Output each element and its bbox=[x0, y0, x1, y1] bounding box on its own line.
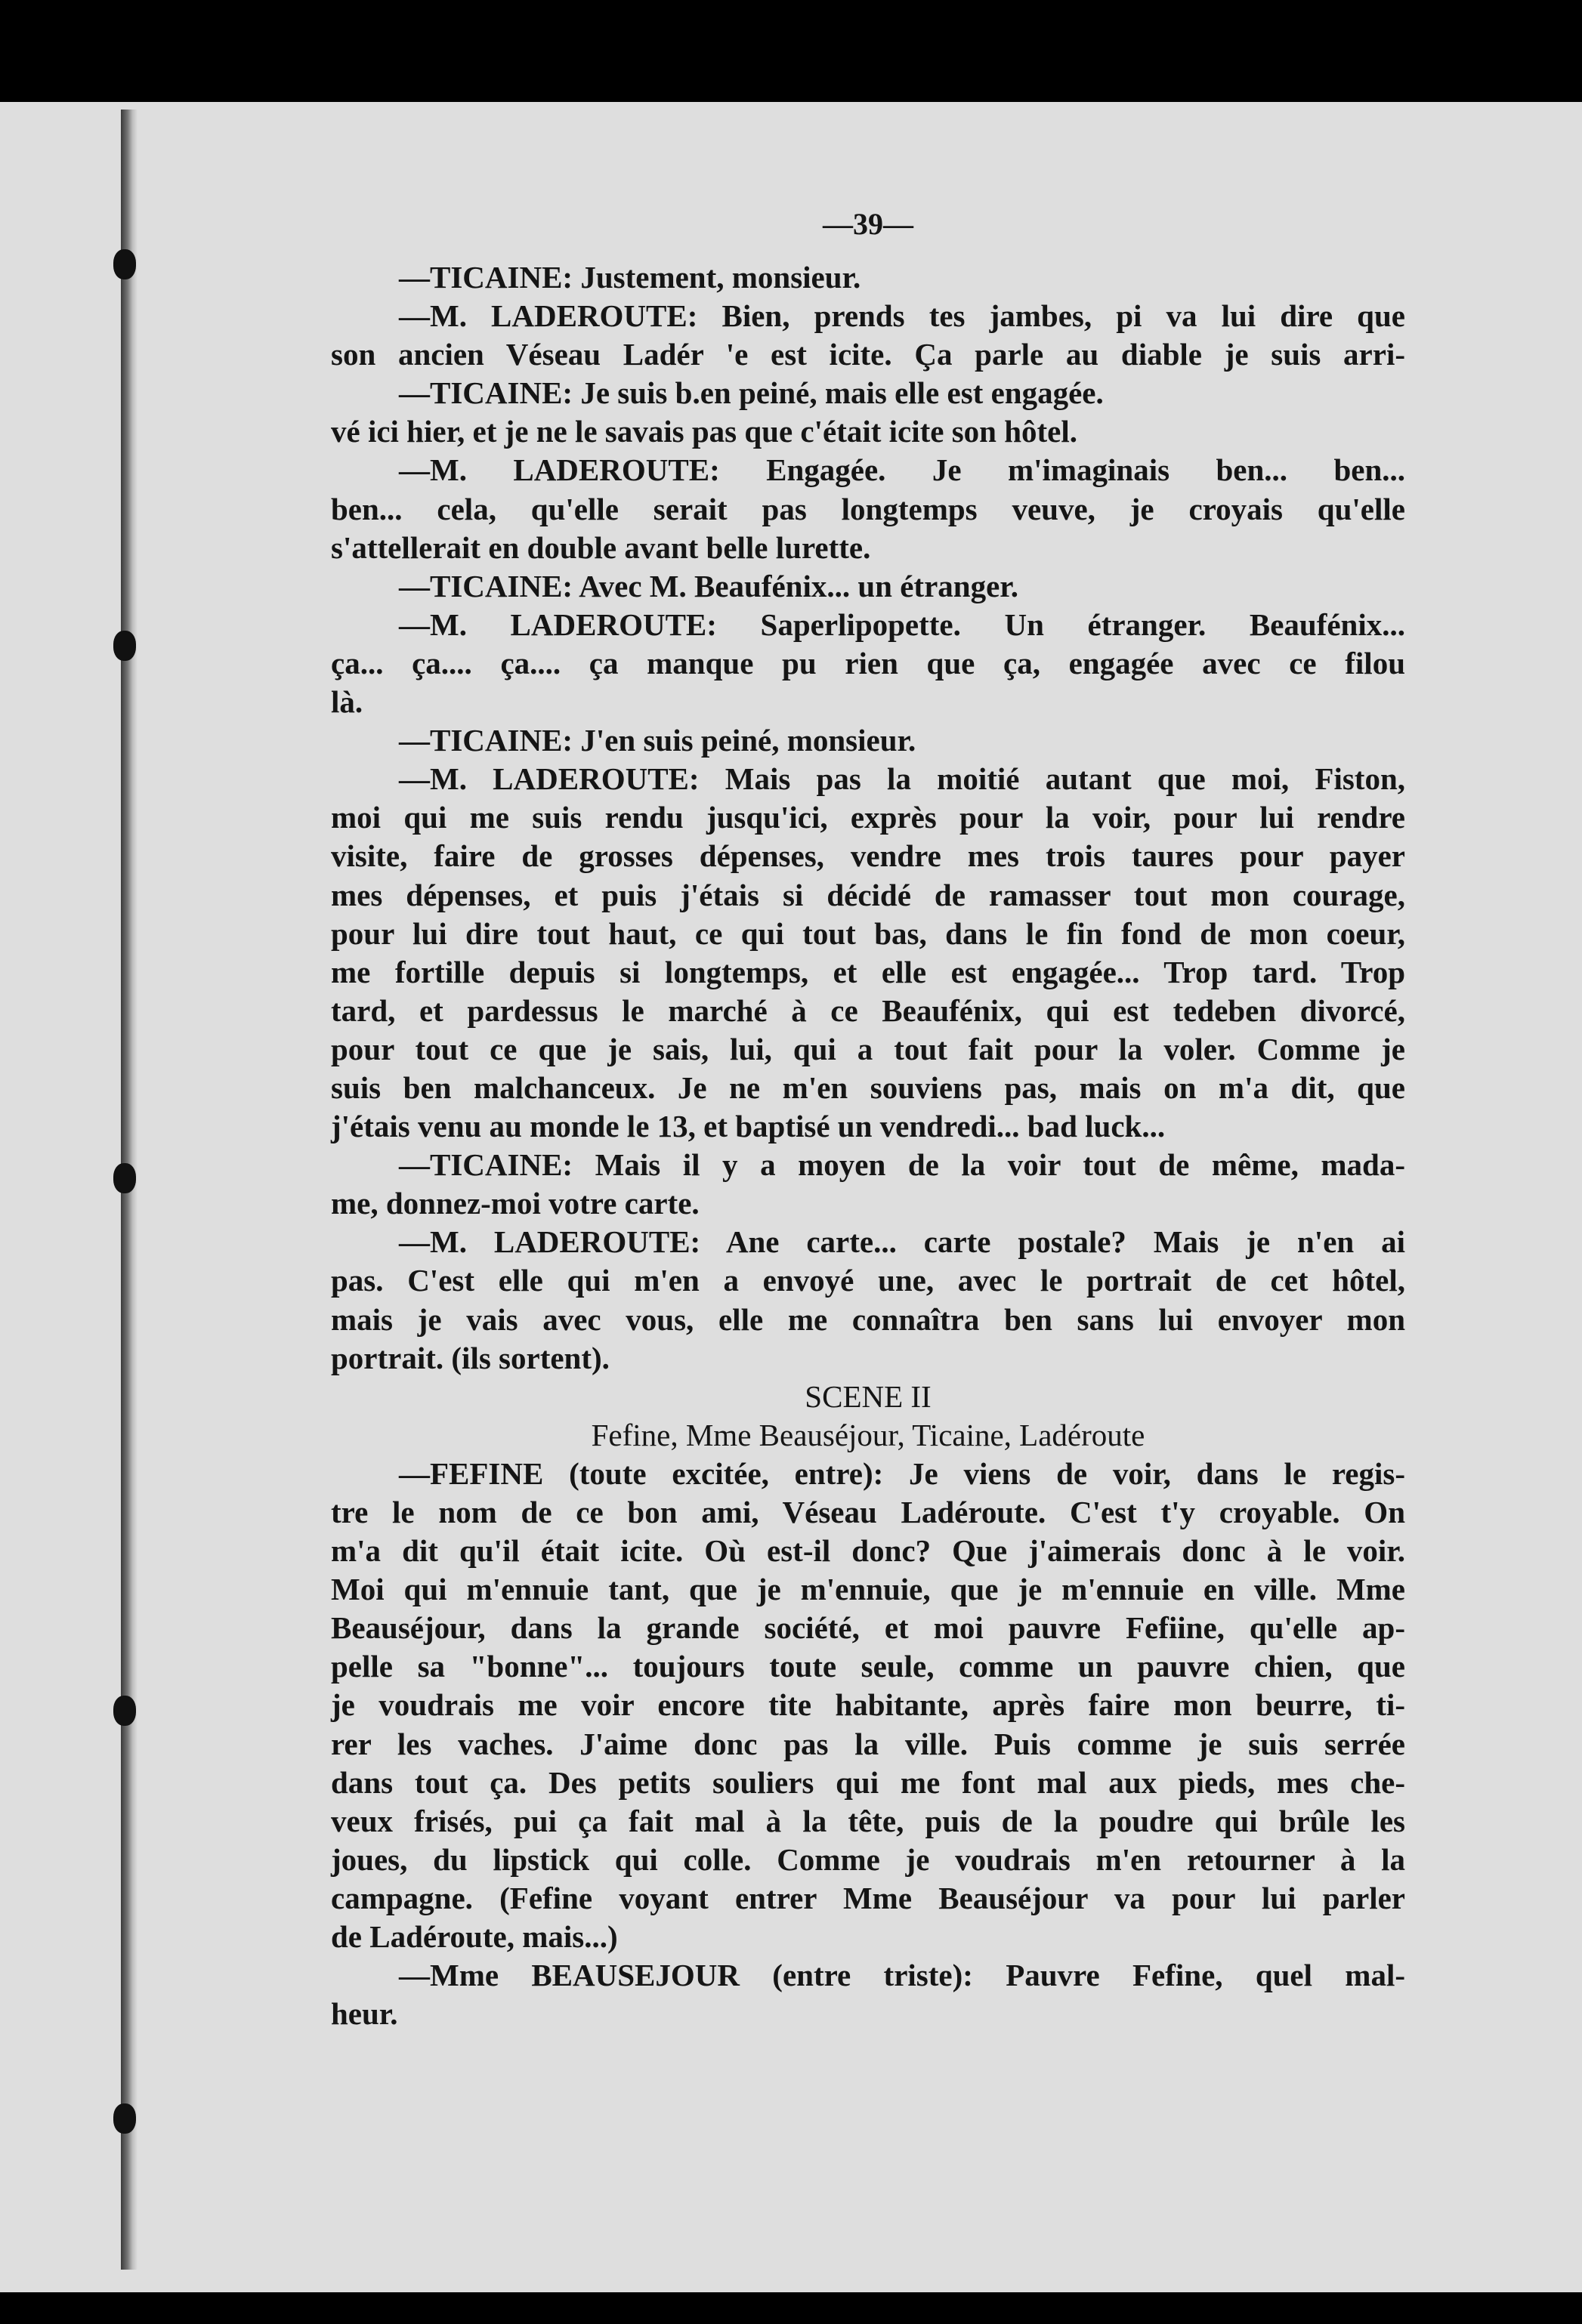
text-line: m'a dit qu'il était icite. Où est-il donc? Que j'aimerais donc à le voir. bbox=[331, 1533, 1405, 1569]
binding-hole bbox=[113, 1163, 136, 1193]
text-lines bbox=[331, 258, 1405, 2033]
text-line: veux frisés, pui ça fait mal à la tête, puis de la poudre qui brûle les bbox=[331, 1803, 1405, 1838]
text-line: vé ici hier, et je ne le savais pas que c'était icite son hôtel. bbox=[331, 414, 1078, 449]
binding-hole bbox=[113, 1696, 136, 1726]
text-line: j'étais venu au monde le 13, et baptisé un vendredi... bad luck... bbox=[331, 1109, 1166, 1144]
text-line: —TICAINE: Je suis b.en peiné, mais elle est engagée. bbox=[399, 375, 1104, 411]
text-line: mais je vais avec vous, elle me connaîtra ben sans lui envoyer mon bbox=[331, 1301, 1405, 1337]
text-line: —M. LADEROUTE: Mais pas la moitié autant que moi, Fiston, bbox=[399, 761, 1405, 797]
text-line: tre le nom de ce bon ami, Véseau Ladéroute. C'est t'y croyable. On bbox=[331, 1495, 1405, 1529]
page-number: —39— bbox=[823, 207, 913, 241]
text-line: suis ben malchanceux. Je ne m'en souviens pas, mais on m'a dit, que bbox=[331, 1069, 1405, 1105]
text-line: pour tout ce que je sais, lui, qui a tout fait pour la voler. Comme je bbox=[331, 1031, 1405, 1066]
text-line: —TICAINE: Avec M. Beaufénix... un étranger. bbox=[399, 568, 1018, 603]
text-line: pour lui dire tout haut, ce qui tout bas, dans le fin fond de mon coeur, bbox=[331, 915, 1405, 951]
binding-hole bbox=[113, 249, 136, 279]
text-line: moi qui me suis rendu jusqu'ici, exprès pour la voir, pour lui rendre bbox=[331, 800, 1405, 835]
text-line: ça... ça.... ça.... ça manque pu rien que ça, engagée avec ce filou bbox=[331, 645, 1405, 681]
text-line: heur. bbox=[331, 1996, 398, 2032]
scene-heading: Fefine, Mme Beauséjour, Ticaine, Ladéroute bbox=[591, 1417, 1145, 1452]
text-line: Moi qui m'ennuie tant, que je m'ennuie, que je m'ennuie en ville. Mme bbox=[331, 1572, 1405, 1607]
binding-hole bbox=[113, 631, 136, 661]
text-line: me fortille depuis si longtemps, et elle est engagée... Trop tard. Trop bbox=[331, 954, 1405, 989]
text-line: mes dépenses, et puis j'étais si décidé de ramasser tout mon courage, bbox=[331, 877, 1405, 912]
text-line: son ancien Véseau Ladér 'e est icite. Ça parle au diable je suis arri- bbox=[331, 337, 1405, 372]
text-line: tard, et pardessus le marché à ce Beaufénix, qui est tedeben divorcé, bbox=[331, 992, 1405, 1028]
page-text bbox=[331, 205, 1405, 2033]
text-line: pas. C'est elle qui m'en a envoyé une, avec le portrait de cet hôtel, bbox=[331, 1263, 1405, 1298]
text-line: je voudrais me voir encore tite habitante, après faire mon beurre, ti- bbox=[331, 1687, 1405, 1723]
text-line: portrait. (ils sortent). bbox=[331, 1340, 610, 1375]
text-line: campagne. (Fefine voyant entrer Mme Beauséjour va pour lui parler bbox=[331, 1880, 1405, 1915]
text-line: me, donnez-moi votre carte. bbox=[331, 1186, 700, 1221]
scene-heading: SCENE II bbox=[805, 1378, 932, 1414]
text-line: —M. LADEROUTE: Engagée. Je m'imaginais ben... ben... bbox=[399, 452, 1405, 488]
text-line: —Mme BEAUSEJOUR (entre triste): Pauvre Fefine, quel mal- bbox=[399, 1958, 1405, 1993]
text-line: —M. LADEROUTE: Ane carte... carte postale? Mais je n'en ai bbox=[399, 1224, 1405, 1260]
text-line: joues, du lipstick qui colle. Comme je voudrais m'en retourner à la bbox=[331, 1841, 1405, 1877]
text-line: s'attellerait en double avant belle lurette. bbox=[331, 529, 871, 565]
text-line: —M. LADEROUTE: Bien, prends tes jambes, pi va lui dire que bbox=[399, 298, 1405, 334]
text-line: rer les vaches. J'aime donc pas la ville. Puis comme je suis serrée bbox=[331, 1726, 1405, 1761]
text-line: de Ladéroute, mais...) bbox=[331, 1919, 618, 1955]
text-line: —FEFINE (toute excitée, entre): Je viens de voir, dans le regis- bbox=[399, 1455, 1405, 1491]
text-line: là. bbox=[331, 684, 363, 720]
text-line: —TICAINE: J'en suis peiné, monsieur. bbox=[399, 723, 916, 758]
text-line: ben... cela, qu'elle serait pas longtemps veuve, je croyais qu'elle bbox=[331, 491, 1405, 526]
binding-hole bbox=[113, 2103, 136, 2134]
text-line: dans tout ça. Des petits souliers qui me font mal aux pieds, mes che- bbox=[331, 1764, 1405, 1800]
text-line: Beauséjour, dans la grande société, et moi pauvre Fefiine, qu'elle ap- bbox=[331, 1610, 1405, 1646]
text-line: —M. LADEROUTE: Saperlipopette. Un étranger. Beaufénix... bbox=[399, 606, 1405, 642]
text-line: —TICAINE: Mais il y a moyen de la voir tout de même, mada- bbox=[399, 1147, 1405, 1183]
text-line: visite, faire de grosses dépenses, vendre mes trois taures pour payer bbox=[331, 838, 1405, 874]
text-line: —TICAINE: Justement, monsieur. bbox=[399, 260, 861, 295]
text-line: pelle sa "bonne"... toujours toute seule, comme un pauvre chien, que bbox=[331, 1649, 1405, 1684]
